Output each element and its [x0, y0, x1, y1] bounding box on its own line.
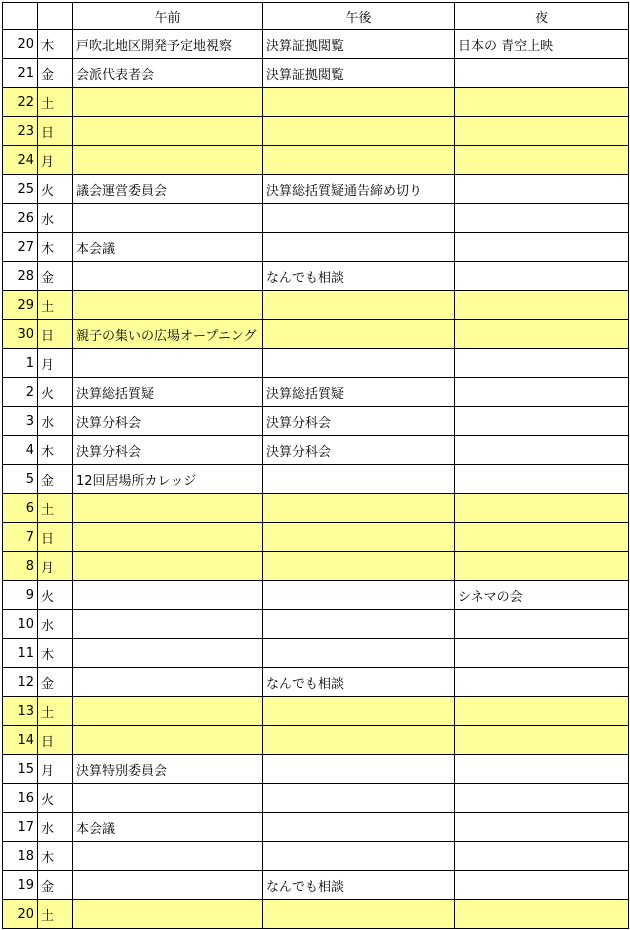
weekday-cell: 金	[38, 262, 73, 291]
table-row	[3, 407, 629, 436]
afternoon-cell: なんでも相談	[263, 262, 455, 291]
night-cell	[455, 755, 629, 784]
morning-cell: 親子の集いの広場オープニング	[73, 320, 263, 349]
table-row	[3, 784, 629, 813]
weekday-cell: 土	[38, 697, 73, 726]
night-cell	[455, 726, 629, 755]
night-cell	[455, 842, 629, 871]
afternoon-cell	[263, 349, 455, 378]
afternoon-cell	[263, 697, 455, 726]
afternoon-cell	[263, 842, 455, 871]
weekday-cell: 土	[38, 900, 73, 929]
day-number-cell: 21	[3, 59, 38, 88]
night-cell	[455, 552, 629, 581]
morning-cell	[73, 610, 263, 639]
weekday-cell: 水	[38, 610, 73, 639]
table-row	[3, 378, 629, 407]
day-number-cell: 10	[3, 610, 38, 639]
table-row	[3, 552, 629, 581]
afternoon-cell: 決算証拠閲覧	[263, 30, 455, 59]
table-row	[3, 465, 629, 494]
table-row	[3, 581, 629, 610]
day-number-cell: 22	[3, 88, 38, 117]
night-cell	[455, 871, 629, 900]
weekday-cell: 日	[38, 726, 73, 755]
day-number-cell: 2	[3, 378, 38, 407]
day-number-cell: 11	[3, 639, 38, 668]
morning-cell	[73, 88, 263, 117]
morning-cell	[73, 117, 263, 146]
day-number-cell: 5	[3, 465, 38, 494]
morning-cell: 決算特別委員会	[73, 755, 263, 784]
day-number-cell: 25	[3, 175, 38, 204]
table-row	[3, 755, 629, 784]
table-row	[3, 813, 629, 842]
weekday-cell: 金	[38, 465, 73, 494]
night-cell	[455, 59, 629, 88]
header-weekday	[38, 3, 73, 30]
afternoon-cell	[263, 494, 455, 523]
weekday-cell: 月	[38, 552, 73, 581]
day-number-cell: 27	[3, 233, 38, 262]
morning-cell	[73, 726, 263, 755]
table-row	[3, 697, 629, 726]
night-cell	[455, 175, 629, 204]
night-cell	[455, 204, 629, 233]
table-row	[3, 175, 629, 204]
table-row	[3, 59, 629, 88]
table-row	[3, 900, 629, 929]
afternoon-cell	[263, 523, 455, 552]
morning-cell	[73, 146, 263, 175]
night-cell	[455, 465, 629, 494]
night-cell	[455, 900, 629, 929]
weekday-cell: 木	[38, 639, 73, 668]
night-cell	[455, 349, 629, 378]
night-cell	[455, 146, 629, 175]
day-number-cell: 26	[3, 204, 38, 233]
afternoon-cell	[263, 88, 455, 117]
weekday-cell: 日	[38, 320, 73, 349]
afternoon-cell: 決算証拠閲覧	[263, 59, 455, 88]
weekday-cell: 水	[38, 407, 73, 436]
day-number-cell: 1	[3, 349, 38, 378]
table-row	[3, 30, 629, 59]
table-row	[3, 523, 629, 552]
night-cell	[455, 262, 629, 291]
weekday-cell: 月	[38, 146, 73, 175]
afternoon-cell: なんでも相談	[263, 871, 455, 900]
night-cell	[455, 494, 629, 523]
header-afternoon: 午後	[263, 3, 455, 30]
table-row	[3, 262, 629, 291]
afternoon-cell	[263, 784, 455, 813]
table-row	[3, 146, 629, 175]
morning-cell	[73, 291, 263, 320]
morning-cell	[73, 784, 263, 813]
day-number-cell: 8	[3, 552, 38, 581]
day-number-cell: 7	[3, 523, 38, 552]
header-night: 夜	[455, 3, 629, 30]
table-row	[3, 494, 629, 523]
morning-cell	[73, 581, 263, 610]
table-row	[3, 349, 629, 378]
afternoon-cell	[263, 204, 455, 233]
weekday-cell: 火	[38, 378, 73, 407]
morning-cell	[73, 842, 263, 871]
afternoon-cell	[263, 233, 455, 262]
weekday-cell: 日	[38, 117, 73, 146]
night-cell	[455, 233, 629, 262]
morning-cell: 12回居場所カレッジ	[73, 465, 263, 494]
table-row	[3, 842, 629, 871]
day-number-cell: 20	[3, 30, 38, 59]
day-number-cell: 17	[3, 813, 38, 842]
morning-cell: 決算分科会	[73, 436, 263, 465]
weekday-cell: 火	[38, 175, 73, 204]
afternoon-cell: なんでも相談	[263, 668, 455, 697]
afternoon-cell	[263, 581, 455, 610]
morning-cell: 決算総括質疑	[73, 378, 263, 407]
night-cell	[455, 407, 629, 436]
weekday-cell: 水	[38, 204, 73, 233]
weekday-cell: 金	[38, 871, 73, 900]
night-cell	[455, 291, 629, 320]
morning-cell: 戸吹北地区開発予定地視察	[73, 30, 263, 59]
morning-cell: 本会議	[73, 813, 263, 842]
morning-cell: 決算分科会	[73, 407, 263, 436]
night-cell: 日本の 青空上映	[455, 30, 629, 59]
morning-cell	[73, 494, 263, 523]
night-cell	[455, 784, 629, 813]
afternoon-cell: 決算分科会	[263, 407, 455, 436]
day-number-cell: 12	[3, 668, 38, 697]
morning-cell	[73, 639, 263, 668]
afternoon-cell: 決算総括質疑通告締め切り	[263, 175, 455, 204]
afternoon-cell	[263, 755, 455, 784]
day-number-cell: 6	[3, 494, 38, 523]
morning-cell	[73, 262, 263, 291]
table-row	[3, 436, 629, 465]
header-row	[3, 3, 629, 30]
day-number-cell: 14	[3, 726, 38, 755]
day-number-cell: 16	[3, 784, 38, 813]
table-row	[3, 726, 629, 755]
afternoon-cell	[263, 610, 455, 639]
night-cell: シネマの会	[455, 581, 629, 610]
day-number-cell: 29	[3, 291, 38, 320]
weekday-cell: 木	[38, 30, 73, 59]
day-number-cell: 9	[3, 581, 38, 610]
day-number-cell: 24	[3, 146, 38, 175]
day-number-cell: 30	[3, 320, 38, 349]
table-row	[3, 88, 629, 117]
morning-cell: 本会議	[73, 233, 263, 262]
weekday-cell: 木	[38, 436, 73, 465]
morning-cell	[73, 552, 263, 581]
day-number-cell: 23	[3, 117, 38, 146]
night-cell	[455, 639, 629, 668]
afternoon-cell	[263, 320, 455, 349]
night-cell	[455, 378, 629, 407]
weekday-cell: 火	[38, 581, 73, 610]
day-number-cell: 18	[3, 842, 38, 871]
weekday-cell: 土	[38, 291, 73, 320]
day-number-cell: 20	[3, 900, 38, 929]
afternoon-cell	[263, 900, 455, 929]
night-cell	[455, 523, 629, 552]
night-cell	[455, 436, 629, 465]
night-cell	[455, 668, 629, 697]
morning-cell	[73, 668, 263, 697]
weekday-cell: 金	[38, 59, 73, 88]
weekday-cell: 土	[38, 88, 73, 117]
night-cell	[455, 813, 629, 842]
day-number-cell: 28	[3, 262, 38, 291]
weekday-cell: 月	[38, 755, 73, 784]
day-number-cell: 15	[3, 755, 38, 784]
table-row	[3, 668, 629, 697]
table-row	[3, 204, 629, 233]
weekday-cell: 金	[38, 668, 73, 697]
morning-cell	[73, 900, 263, 929]
weekday-cell: 火	[38, 784, 73, 813]
table-row	[3, 639, 629, 668]
morning-cell: 会派代表者会	[73, 59, 263, 88]
weekday-cell: 水	[38, 813, 73, 842]
weekday-cell: 木	[38, 233, 73, 262]
morning-cell	[73, 349, 263, 378]
weekday-cell: 日	[38, 523, 73, 552]
table-row	[3, 871, 629, 900]
day-number-cell: 13	[3, 697, 38, 726]
afternoon-cell	[263, 813, 455, 842]
night-cell	[455, 697, 629, 726]
afternoon-cell	[263, 726, 455, 755]
schedule-table	[2, 2, 629, 929]
afternoon-cell	[263, 639, 455, 668]
morning-cell	[73, 697, 263, 726]
afternoon-cell: 決算分科会	[263, 436, 455, 465]
day-number-cell: 19	[3, 871, 38, 900]
schedule-body	[3, 30, 629, 929]
header-day	[3, 3, 38, 30]
table-row	[3, 233, 629, 262]
table-row	[3, 291, 629, 320]
table-row	[3, 610, 629, 639]
night-cell	[455, 320, 629, 349]
night-cell	[455, 117, 629, 146]
morning-cell	[73, 204, 263, 233]
weekday-cell: 木	[38, 842, 73, 871]
morning-cell	[73, 523, 263, 552]
afternoon-cell	[263, 465, 455, 494]
table-row	[3, 320, 629, 349]
weekday-cell: 月	[38, 349, 73, 378]
morning-cell: 議会運営委員会	[73, 175, 263, 204]
weekday-cell: 土	[38, 494, 73, 523]
header-morning: 午前	[73, 3, 263, 30]
afternoon-cell	[263, 117, 455, 146]
afternoon-cell	[263, 291, 455, 320]
table-row	[3, 117, 629, 146]
night-cell	[455, 88, 629, 117]
afternoon-cell: 決算総括質疑	[263, 378, 455, 407]
day-number-cell: 3	[3, 407, 38, 436]
morning-cell	[73, 871, 263, 900]
afternoon-cell	[263, 552, 455, 581]
afternoon-cell	[263, 146, 455, 175]
night-cell	[455, 610, 629, 639]
day-number-cell: 4	[3, 436, 38, 465]
